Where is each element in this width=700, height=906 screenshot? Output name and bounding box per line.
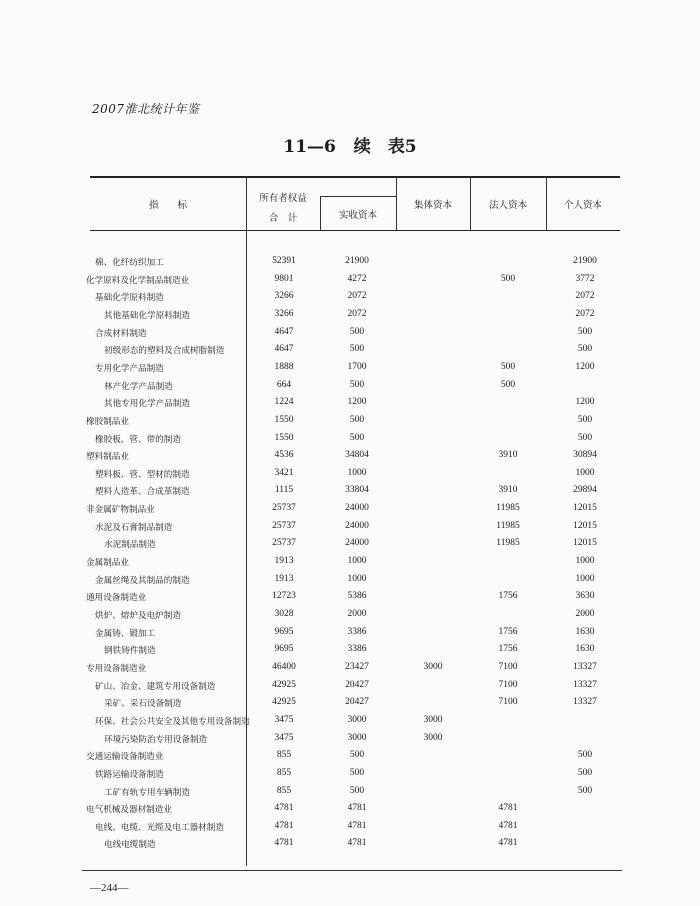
table-row: [0, 468, 700, 484]
table-row: [0, 309, 700, 325]
paid-in-capital-cell: 20427: [345, 679, 369, 690]
owners-equity-header: 所有者权益: [259, 193, 307, 204]
paid-in-capital-cell: 24000: [345, 503, 369, 514]
owners-equity-total-cell: 9801: [274, 273, 294, 284]
row-label: 其他基础化学原料制造: [104, 310, 190, 321]
owners-equity-total-cell: 1115: [274, 485, 294, 496]
row-label: 电线、电缆、光缆及电工器材制造: [95, 822, 224, 833]
owners-equity-total-cell: 3266: [274, 291, 294, 302]
table-row: [0, 503, 700, 519]
legal-person-capital-cell: 3910: [498, 450, 518, 461]
legal-person-capital-cell: 1756: [498, 591, 518, 602]
owners-equity-total-cell: 1550: [274, 414, 294, 425]
owners-equity-total-cell: 3475: [274, 732, 294, 743]
collective-capital-cell: 3000: [423, 714, 443, 725]
paid-in-capital-cell: 3000: [347, 732, 367, 743]
paid-in-capital-cell: 500: [349, 767, 365, 778]
table-row: [0, 556, 700, 572]
row-label: 专用设备制造业: [86, 664, 147, 674]
table-row: [0, 574, 700, 590]
paid-in-capital-header: 实收资本: [338, 210, 377, 221]
individual-capital-cell: 500: [577, 785, 593, 796]
individual-capital-cell: 12015: [573, 520, 597, 531]
owners-equity-total-cell: 12723: [272, 591, 296, 602]
owners-equity-total-cell: 1888: [274, 361, 294, 372]
collective-capital-cell: 3000: [423, 732, 443, 743]
table-row: [0, 274, 700, 290]
owners-equity-total-cell: 9695: [274, 644, 294, 655]
table-row: [0, 521, 700, 537]
paid-in-capital-cell: 21900: [345, 256, 369, 266]
total-header: 合 计: [268, 213, 298, 224]
owners-equity-total-cell: 42925: [272, 697, 296, 708]
individual-capital-cell: 500: [577, 767, 593, 778]
legal-person-capital-cell: 500: [500, 273, 516, 284]
paid-in-capital-cell: 3386: [347, 626, 367, 637]
row-label: 化学原料及化学制品制造业: [86, 275, 190, 286]
table-row: [0, 415, 700, 431]
table-row: [0, 733, 700, 749]
owners-equity-total-cell: 1913: [274, 573, 294, 584]
row-label: 环境污染防治专用设备制造: [104, 734, 208, 745]
individual-capital-cell: 13327: [573, 662, 597, 672]
individual-capital-cell: 3630: [575, 591, 595, 602]
owners-equity-total-cell: 4536: [274, 450, 294, 461]
paid-in-capital-cell: 33804: [345, 485, 369, 496]
owners-equity-total-cell: 3028: [274, 609, 294, 619]
collective-capital-cell: 3000: [423, 662, 443, 672]
paid-in-capital-cell: 4781: [347, 820, 367, 831]
owners-equity-total-cell: 3266: [274, 308, 294, 319]
table-row: [0, 256, 700, 272]
paid-in-capital-cell: 1000: [347, 467, 367, 478]
owners-equity-total-cell: 52391: [272, 256, 296, 266]
paid-in-capital-cell: 4781: [347, 838, 367, 849]
table-row: [0, 644, 700, 660]
legal-person-capital-cell: 1756: [498, 626, 518, 637]
owners-equity-total-cell: 4781: [274, 803, 294, 814]
individual-capital-cell: 13327: [573, 679, 597, 690]
row-label: 塑料板、管、型材的制造: [95, 469, 190, 480]
owners-equity-total-cell: 46400: [272, 662, 296, 672]
legal-person-capital-cell: 7100: [498, 697, 518, 708]
paid-in-capital-cell: 24000: [345, 520, 369, 531]
paid-in-capital-cell: 500: [349, 379, 365, 390]
legal-person-capital-cell: 7100: [498, 662, 518, 672]
row-label: 塑料制品业: [86, 452, 129, 463]
paid-in-capital-cell: 2072: [347, 291, 367, 302]
table-row: [0, 485, 700, 501]
header-bottom-rule: [90, 230, 620, 231]
individual-capital-cell: 3772: [575, 273, 595, 284]
paid-in-capital-cell: 2072: [347, 308, 367, 319]
header-subrule: [320, 196, 396, 197]
individual-capital-cell: 1000: [575, 556, 595, 566]
table-row: [0, 327, 700, 343]
legal-person-capital-cell: 3910: [498, 485, 518, 496]
paid-in-capital-cell: 1000: [347, 556, 367, 566]
individual-capital-cell: 500: [577, 344, 593, 355]
row-label: 环保、社会公共安全及其他专用设备制造: [95, 716, 250, 727]
individual-capital-cell: 29894: [573, 485, 597, 496]
legal-person-capital-cell: 11985: [496, 538, 520, 549]
individual-capital-cell: 1630: [575, 644, 595, 655]
individual-capital-header: 个人资本: [563, 200, 602, 211]
legal-person-capital-header: 法人资本: [488, 200, 527, 211]
legal-person-capital-cell: 1756: [498, 644, 518, 655]
paid-in-capital-cell: 34804: [345, 450, 369, 461]
table-row: [0, 750, 700, 766]
paid-in-capital-cell: 20427: [345, 697, 369, 708]
table-row: [0, 803, 700, 819]
row-label: 工矿有轨专用车辆制造: [104, 787, 190, 798]
row-label: 铁路运输设备制造: [95, 769, 164, 780]
paid-in-capital-cell: 1700: [347, 361, 367, 372]
owners-equity-total-cell: 855: [276, 785, 292, 796]
individual-capital-cell: 500: [577, 326, 593, 337]
paid-in-capital-cell: 5386: [347, 591, 367, 602]
table-title: [0, 132, 700, 157]
owners-equity-total-cell: 855: [276, 750, 292, 761]
row-label: 钢铁铸件制造: [104, 646, 156, 657]
owners-equity-total-cell: 4781: [274, 820, 294, 831]
owners-equity-total-cell: 4781: [274, 838, 294, 849]
owners-equity-total-cell: 664: [276, 379, 292, 390]
legal-person-capital-cell: 500: [500, 379, 516, 390]
row-label: 金属制品业: [86, 558, 129, 568]
paid-in-capital-cell: 500: [349, 326, 365, 337]
paid-in-capital-cell: 500: [349, 414, 365, 425]
owners-equity-total-cell: 855: [276, 767, 292, 778]
legal-person-capital-cell: 500: [500, 361, 516, 372]
row-label: 水泥及石膏制品制造: [95, 522, 173, 533]
individual-capital-cell: 2000: [575, 609, 595, 619]
owners-equity-total-cell: 1913: [274, 556, 294, 566]
page-number: —244—: [90, 882, 129, 894]
paid-in-capital-cell: 500: [349, 785, 365, 796]
table-row: [0, 609, 700, 625]
row-label: 林产化学产品制造: [104, 381, 173, 392]
bottom-rule: [82, 870, 622, 871]
row-label: 专用化学产品制造: [95, 363, 164, 374]
row-label: 塑料人造革、合成革制造: [95, 487, 190, 498]
row-label: 金属铸、锻加工: [95, 628, 156, 639]
table-caption: 续 表5: [353, 137, 417, 157]
individual-capital-cell: 2072: [575, 291, 595, 302]
row-label: 通用设备制造业: [86, 593, 147, 604]
row-label: 水泥制品制造: [104, 540, 156, 551]
individual-capital-cell: 500: [577, 414, 593, 425]
paid-in-capital-cell: 500: [349, 750, 365, 761]
row-label: 交通运输设备制造业: [86, 752, 164, 763]
row-label: 其他专用化学产品制造: [104, 399, 190, 410]
individual-capital-cell: 12015: [573, 503, 597, 514]
individual-capital-cell: 1000: [575, 573, 595, 584]
row-label: 橡胶板、管、带的制造: [95, 434, 181, 445]
table-row: [0, 433, 700, 449]
table-row: [0, 821, 700, 837]
row-label: 金属丝绳及其制品的制造: [95, 575, 190, 586]
row-label: 电气机械及器材制造业: [86, 805, 172, 816]
individual-capital-cell: 1200: [575, 397, 595, 408]
paid-in-capital-cell: 500: [349, 432, 365, 443]
paid-in-capital-cell: 2000: [347, 609, 367, 619]
table-row: [0, 380, 700, 396]
legal-person-capital-cell: 11985: [496, 503, 520, 514]
table-row: [0, 838, 700, 854]
paid-in-capital-cell: 23427: [345, 662, 369, 672]
table-row: [0, 362, 700, 378]
individual-capital-cell: 2072: [575, 308, 595, 319]
paid-in-capital-cell: 3000: [347, 714, 367, 725]
individual-capital-cell: 500: [577, 432, 593, 443]
row-label: 合成材料制造: [95, 328, 147, 339]
legal-person-capital-cell: 7100: [498, 679, 518, 690]
row-label: 采矿、采石设备制造: [104, 699, 182, 710]
legal-person-capital-cell: 11985: [496, 520, 520, 531]
row-label: 电线电缆制造: [104, 840, 156, 851]
top-rule: [90, 176, 620, 178]
book-header: 2007淮北统计年鉴: [92, 102, 200, 116]
collective-capital-header: 集体资本: [413, 200, 452, 211]
table-row: [0, 768, 700, 784]
row-label: 橡胶制品业: [86, 416, 129, 427]
table-row: [0, 627, 700, 643]
table-row: [0, 291, 700, 307]
table-row: [0, 591, 700, 607]
individual-capital-cell: 1200: [575, 361, 595, 372]
row-label: 烘炉、熔炉及电炉制造: [95, 611, 181, 621]
individual-capital-cell: 13327: [573, 697, 597, 708]
owners-equity-total-cell: 4647: [274, 326, 294, 337]
owners-equity-total-cell: 1550: [274, 432, 294, 443]
owners-equity-total-cell: 42925: [272, 679, 296, 690]
table-row: [0, 680, 700, 696]
table-row: [0, 662, 700, 678]
paid-in-capital-cell: 1000: [347, 573, 367, 584]
owners-equity-total-cell: 25737: [272, 503, 296, 514]
table-number: 11—6: [283, 137, 336, 157]
individual-capital-cell: 12015: [573, 538, 597, 549]
table-row: [0, 786, 700, 802]
paid-in-capital-cell: 3386: [347, 644, 367, 655]
paid-in-capital-cell: 24000: [345, 538, 369, 549]
legal-person-capital-cell: 4781: [498, 838, 518, 849]
row-label: 初级形态的塑料及合成树脂制造: [104, 346, 225, 357]
row-label: 棉、化纤纺织加工: [95, 258, 164, 268]
table-row: [0, 397, 700, 413]
legal-person-capital-cell: 4781: [498, 820, 518, 831]
table-row: [0, 715, 700, 731]
indicator-header: 指 标: [148, 200, 187, 211]
row-label: 非金属矿物制品业: [86, 505, 155, 516]
table-row: [0, 697, 700, 713]
row-label: 矿山、冶金、建筑专用设备制造: [95, 681, 216, 692]
owners-equity-total-cell: 25737: [272, 538, 296, 549]
individual-capital-cell: 1630: [575, 626, 595, 637]
paid-in-capital-cell: 1200: [347, 397, 367, 408]
row-label: 基础化学原料制造: [95, 293, 164, 304]
table-row: [0, 450, 700, 466]
owners-equity-total-cell: 3475: [274, 714, 294, 725]
individual-capital-cell: 1000: [575, 467, 595, 478]
owners-equity-total-cell: 3421: [274, 467, 294, 478]
individual-capital-cell: 30894: [573, 450, 597, 461]
paid-in-capital-cell: 4781: [347, 803, 367, 814]
individual-capital-cell: 21900: [573, 256, 597, 266]
table-row: [0, 538, 700, 554]
owners-equity-total-cell: 1224: [274, 397, 294, 408]
table-row: [0, 344, 700, 360]
owners-equity-total-cell: 9695: [274, 626, 294, 637]
owners-equity-total-cell: 25737: [272, 520, 296, 531]
paid-in-capital-cell: 500: [349, 344, 365, 355]
individual-capital-cell: 500: [577, 750, 593, 761]
owners-equity-total-cell: 4647: [274, 344, 294, 355]
paid-in-capital-cell: 4272: [347, 273, 367, 284]
legal-person-capital-cell: 4781: [498, 803, 518, 814]
